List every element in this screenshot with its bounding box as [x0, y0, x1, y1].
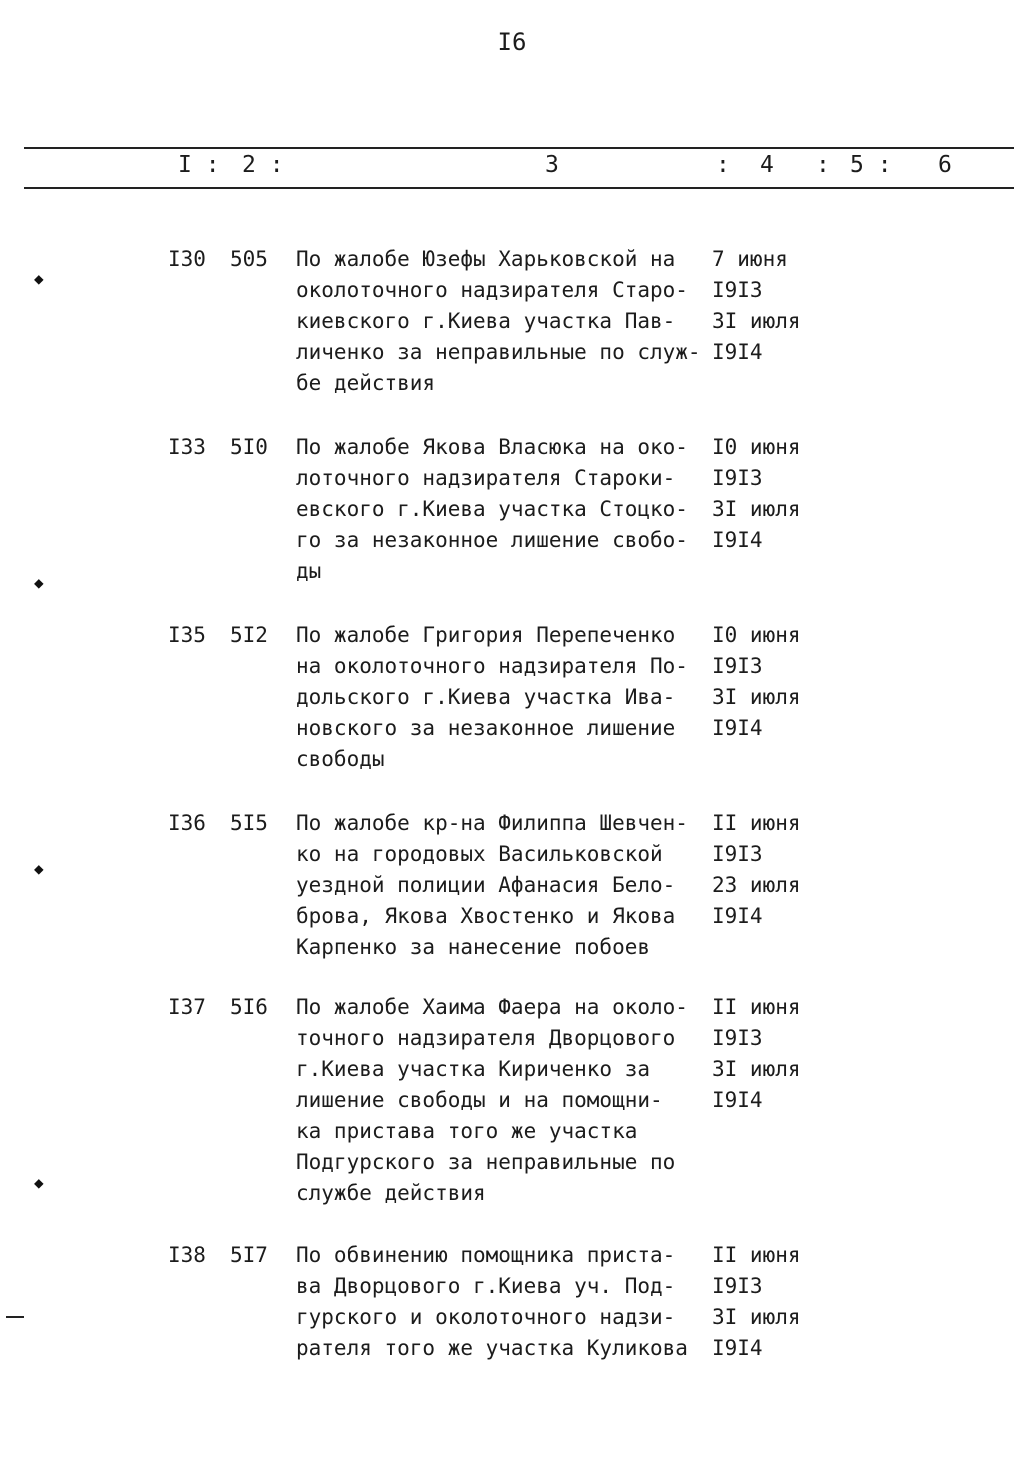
- entry-description: По жалобе Григория Перепеченко на околоточного надзирателя По- дольского г.Киева участка Ива- новского за незаконное лишение свободы: [296, 623, 688, 771]
- entry-code: 5I7: [230, 1243, 268, 1267]
- column-header-4-sep: :: [816, 152, 830, 178]
- entry-description: По жалобе Хаима Фаера на околo- точного надзирателя Дворцового г.Киева участка Кириченко за лишение свободы и на помощни- ка пристава того же участка Подгурского за неправильные по службе действия: [296, 995, 688, 1205]
- entry-description: По жалобе Якова Власюка на око- лоточного надзирателя Староки- евского г.Киева участка Стоцко- го за незаконное лишение свобо- ды: [296, 435, 688, 583]
- entry-dates: I0 июня I9I3 3I июля I9I4: [712, 435, 801, 552]
- column-header-5: 5 :: [850, 152, 892, 178]
- header-rule-top: [24, 147, 1014, 149]
- column-header-4: 4: [760, 152, 774, 178]
- entry-number: I30: [168, 247, 206, 271]
- entry-number: I37: [168, 995, 206, 1019]
- entry-dates: II июня I9I3 3I июля I9I4: [712, 995, 801, 1112]
- entry-description: По обвинению помощника приста- ва Дворцового г.Киева уч. Под- гурского и околоточного надзи- рателя того же участка Куликова: [296, 1243, 688, 1360]
- entry-dates: II июня I9I3 3I июля I9I4: [712, 1243, 801, 1360]
- column-header-3: 3: [545, 152, 559, 178]
- binding-hole-mark: ◆: [34, 573, 44, 592]
- entry-number: I36: [168, 811, 206, 835]
- entry-dates: II июня I9I3 23 июля I9I4: [712, 811, 801, 928]
- binding-hole-mark: ◆: [34, 269, 44, 288]
- binding-hole-mark: ◆: [34, 859, 44, 878]
- column-header-1: I :: [178, 152, 220, 178]
- entry-code: 5I2: [230, 623, 268, 647]
- entry-dates: 7 июня I9I3 3I июля I9I4: [712, 247, 801, 364]
- entry-dates: I0 июня I9I3 3I июля I9I4: [712, 623, 801, 740]
- column-header-3-sep: :: [716, 152, 730, 178]
- page-number: I6: [497, 28, 527, 56]
- entry-code: 5I5: [230, 811, 268, 835]
- entry-code: 5I0: [230, 435, 268, 459]
- margin-dash-mark: [6, 1316, 24, 1318]
- entry-code: 505: [230, 247, 268, 271]
- entry-number: I38: [168, 1243, 206, 1267]
- column-header-6: 6: [938, 152, 952, 178]
- entry-code: 5I6: [230, 995, 268, 1019]
- entry-number: I33: [168, 435, 206, 459]
- entry-number: I35: [168, 623, 206, 647]
- header-rule-bottom: [24, 187, 1014, 189]
- binding-hole-mark: ◆: [34, 1173, 44, 1192]
- entry-description: По жалобе Юзефы Харьковской на околоточного надзирателя Старо- киевского г.Киева участка Пав- личенко за неправильные по служ- бе действия: [296, 247, 701, 395]
- entry-description: По жалобе кр-на Филиппа Шевчен- ко на городовых Васильковской уездной полиции Афанасия Бело- брова, Якова Хвостенко и Якова Карпенко за нанесение побоев: [296, 811, 688, 959]
- column-header-2: 2 :: [242, 152, 284, 178]
